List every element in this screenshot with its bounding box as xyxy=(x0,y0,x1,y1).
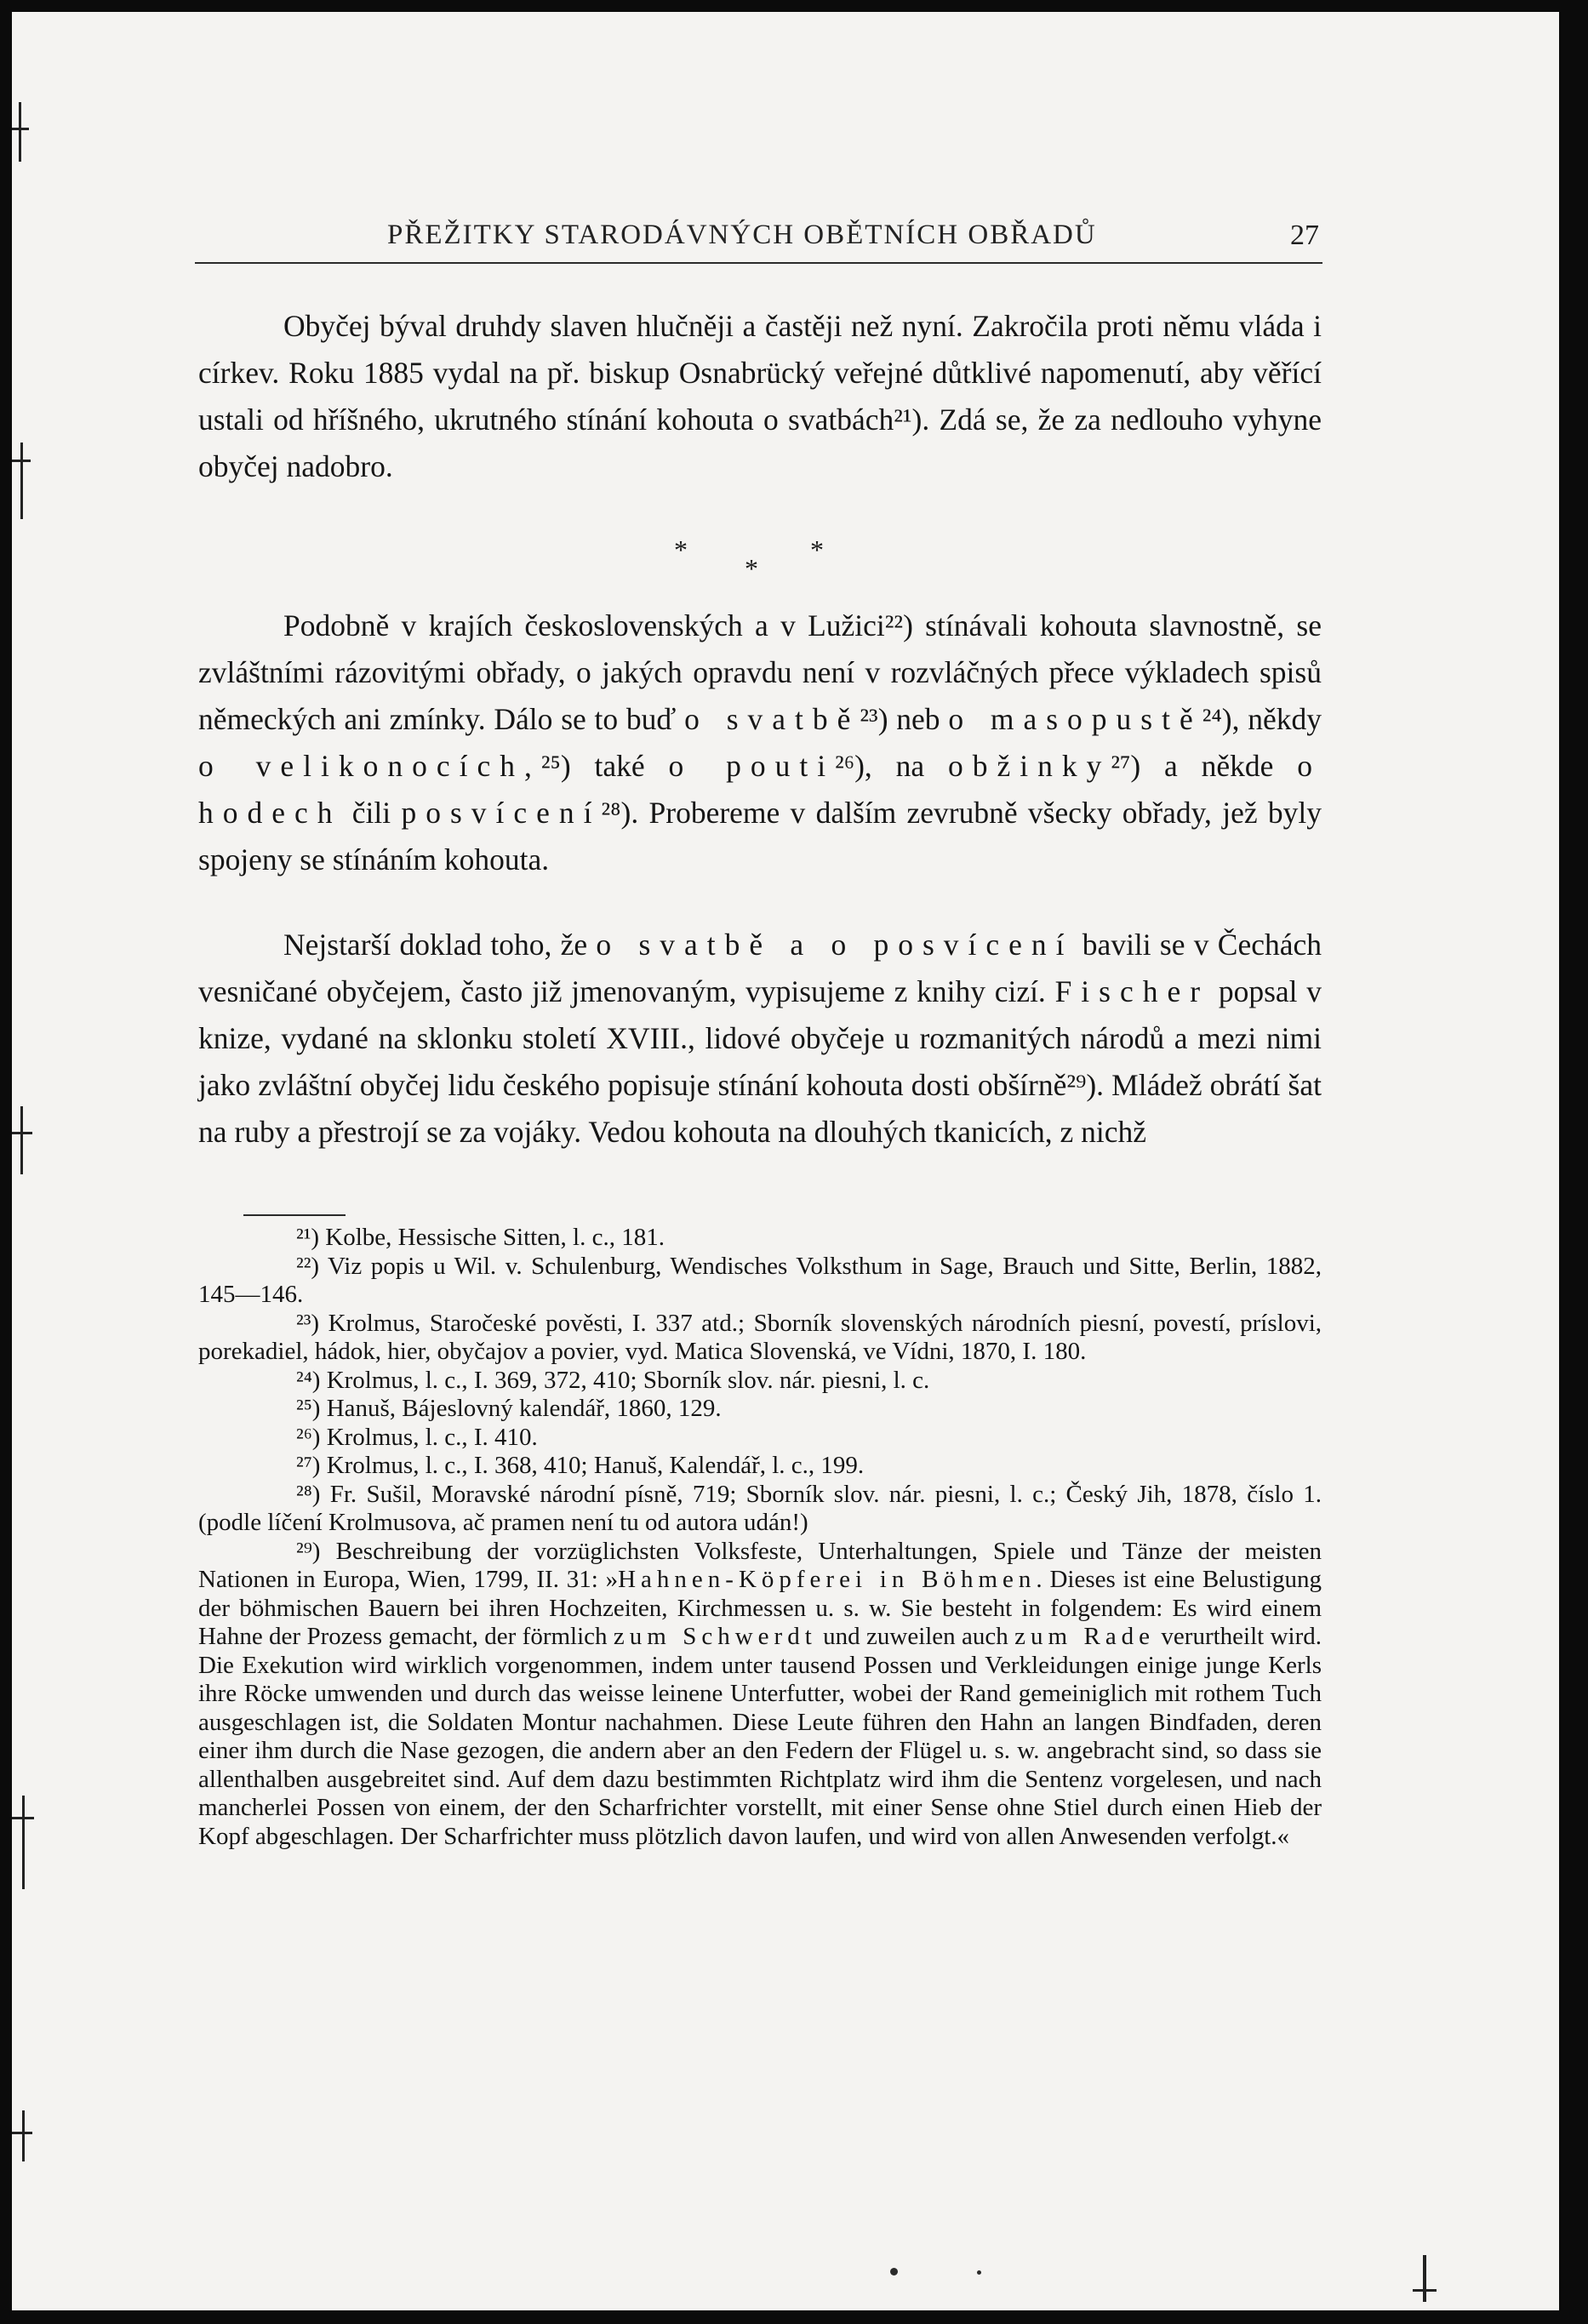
footnote-28: ²⁸) Fr. Sušil, Moravské národní písně, 719; Sborník slov. nár. piesni, l. c.; Český Jih, 1878, číslo 1. (podle líčení Krolmusova, ač pramen není tu od autora udán!) xyxy=(198,1480,1322,1536)
scan-speck xyxy=(977,2270,981,2275)
spaced-term: Hahnen-Köpferei in Böhmen xyxy=(618,1566,1037,1593)
footnote-ref: ²⁸) xyxy=(601,796,631,830)
footnote-29 xyxy=(198,1538,1322,1852)
spaced-term: o svatbě a o posvícení xyxy=(596,928,1074,962)
section-asterism xyxy=(664,534,851,585)
footnotes xyxy=(198,1224,1322,1851)
text-run: Nejstarší doklad toho, že xyxy=(283,928,597,962)
footnote-ref: ²⁴) xyxy=(1202,702,1232,736)
text-run: Podobně v krajích československých a v Lužici²²) stínávali kohouta slavnostně, se zvláštními rázovitými obřady, o jakých opravdu není v rozvláčných přece výkladech spisů německých ani zmínky. Dálo se to buď xyxy=(198,608,1322,736)
spaced-term: o hodech xyxy=(198,749,1322,830)
text-run: und zuweilen auch xyxy=(816,1623,1015,1650)
footnote-26: ²⁶) Krolmus, l. c., I. 410. xyxy=(296,1423,538,1451)
footnote-rule xyxy=(243,1214,346,1216)
paragraph-2 xyxy=(198,602,1322,883)
scan-border-bottom xyxy=(0,2310,1588,2324)
scan-border-left xyxy=(0,0,12,2324)
scan-border-top xyxy=(0,0,1588,12)
spaced-term: zum Rade xyxy=(1014,1623,1156,1650)
spaced-term: zum Schwerdt xyxy=(613,1623,817,1650)
footnote-ref: ²⁷) xyxy=(1111,749,1141,783)
text-run: čili xyxy=(341,796,402,830)
spaced-term: o pouti xyxy=(668,749,836,783)
asterisk: * xyxy=(745,553,758,584)
page-header xyxy=(196,220,1319,255)
footnote-24: ²⁴) Krolmus, l. c., I. 369, 372, 410; Sborník slov. nár. piesni, l. c. xyxy=(296,1366,930,1394)
text-run: . Dieses ist eine Belustigung der böhmischen Bauern bei ihren Hochzeiten, Kirchmessen u. s. w. Sie besteht in folgendem: Es wird einem Hahne der Prozess gemacht, der förmlich xyxy=(198,1566,1322,1650)
scan-border-right xyxy=(1559,0,1588,2324)
binding-mark xyxy=(22,1796,25,1889)
footnote-ref: ²³) xyxy=(860,702,888,736)
spaced-term: o velikonocích, xyxy=(198,749,541,783)
text-run: a někde xyxy=(1140,749,1298,783)
spaced-term: obžinky xyxy=(947,749,1111,783)
asterisk: * xyxy=(810,534,824,565)
spaced-term: o masopustě xyxy=(948,702,1202,736)
spaced-term: posvícení xyxy=(401,796,602,830)
footnote-23: ²³) Krolmus, Staročeské pověsti, I. 337 atd.; Sborník slovenských národních piesní, povestí, príslovi, porekadiel, hádok, hier, obyčajov a povier, vyd. Matica Slovenská, ve Vídni, 1870, I. 180. xyxy=(198,1309,1322,1365)
header-rule xyxy=(195,262,1322,264)
text-run: neb xyxy=(888,702,949,736)
text-run: popsal v knize, vydané na sklonku století XVIII., lidové obyčeje u rozmanitých národů a mezi nimi jako zvláštní obyčej lidu českého popisuje stínání kohouta dosti obšírně²⁹). Mládež obrátí šat na ruby a přestrojí se za vojáky. Vedou kohouta na dlouhých tkanicích, z nichž xyxy=(198,974,1322,1149)
footnote-25: ²⁵) Hanuš, Bájeslovný kalendář, 1860, 129. xyxy=(296,1395,722,1422)
footnote-ref: ²⁵) xyxy=(540,749,571,783)
binding-mark xyxy=(20,443,23,519)
paragraph-3 xyxy=(198,922,1322,1156)
spaced-term: o svatbě xyxy=(684,702,860,736)
binding-mark xyxy=(19,102,21,162)
running-title: PŘEŽITKY STARODÁVNÝCH OBĚTNÍCH OBŘADŮ xyxy=(387,220,1097,250)
text-run: , někdy xyxy=(1231,702,1322,736)
scan-speck xyxy=(890,2268,898,2275)
text-run: také xyxy=(570,749,669,783)
text-run: . Probereme v dalším zevrubně všecky obřady, jež byly spojeny se stínáním kohouta. xyxy=(198,796,1322,876)
spaced-term: Fischer xyxy=(1054,974,1210,1008)
binding-mark xyxy=(20,1106,23,1174)
footnote-ref: ²⁶) xyxy=(835,749,865,783)
text-run: ²⁹) Beschreibung der vorzüglichsten Volksfeste, Unterhaltungen, Spiele und Tänze der meisten Nationen in Europa, Wien, 1799, II. 31: » xyxy=(198,1537,1322,1593)
text-run: verurtheilt wird. Die Exekution wird wirklich vorgenommen, indem unter tausend Possen und Verkleidungen einige junge Kerls ihre Röcke umwenden und durch das weisse leinene Unterfutter, wobei der Rand gemeiniglich mit rothem Tuch ausgeschlagen ist, die Soldaten Montur nachahmen. Diese Leute führen den Hahn an langen Bindfaden, deren einer ihm durch die Nase gezogen, die andern aber an den Federn der Flügel u. s. w. angebracht sind, so dass sie allenthalben ausgebreitet sind. Auf dem dazu bestimmten Richtplatz wird ihm die Sentenz vorgelesen, und nach mancherlei Possen von einem, der den Scharfrichter vorstellt, mit einer Sense ohne Stiel durch einen Hieb der Kopf abgeschlagen. Der Scharfrichter muss plötzlich davon laufen, und wird von allen Anwesenden verfolgt.« xyxy=(198,1623,1322,1850)
text-run: , na xyxy=(864,749,948,783)
asterisk: * xyxy=(674,534,688,565)
footnote-27: ²⁷) Krolmus, l. c., I. 368, 410; Hanuš, Kalendář, l. c., 199. xyxy=(296,1452,865,1479)
footnote-22: ²²) Viz popis u Wil. v. Schulenburg, Wendisches Volksthum in Sage, Brauch und Sitte, Berlin, 1882, 145—146. xyxy=(198,1252,1322,1308)
binding-mark xyxy=(22,2110,25,2161)
scan-mark xyxy=(1423,2255,1426,2302)
text-run: bavili se v Čechách vesničané obyčejem, často již jmenovaným, vypisujeme z knihy cizí. xyxy=(198,928,1322,1008)
paragraph-1: Obyčej býval druhdy slaven hlučněji a častěji než nyní. Zakročila proti němu vláda i církev. Roku 1885 vydal na př. biskup Osnabrücký veřejné důtklivé napomenutí, aby věřící ustali od hříšného, ukrutného stínání kohouta o svatbách²¹). Zdá se, že za nedlouho vyhyne obyčej nadobro. xyxy=(198,309,1322,483)
page-number: 27 xyxy=(1290,220,1319,251)
scan-mark xyxy=(1413,2289,1437,2292)
footnote-21: ²¹) Kolbe, Hessische Sitten, l. c., 181. xyxy=(296,1224,665,1251)
